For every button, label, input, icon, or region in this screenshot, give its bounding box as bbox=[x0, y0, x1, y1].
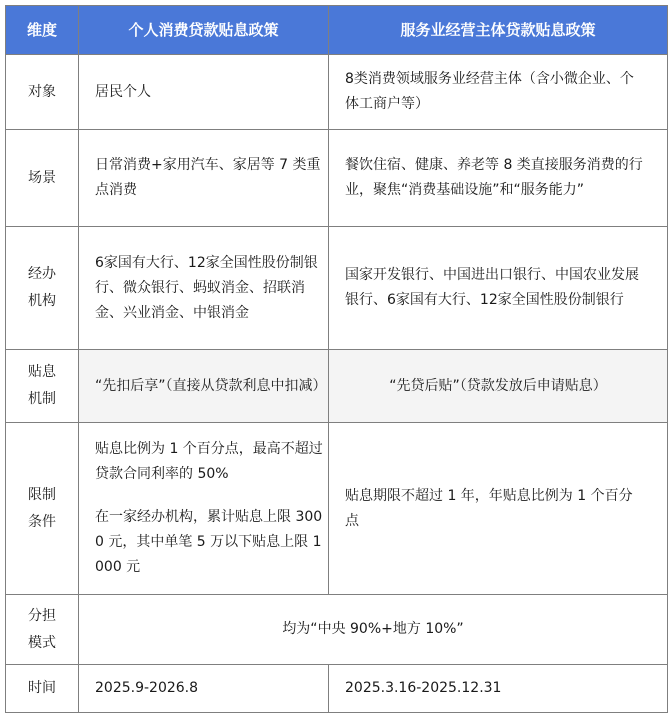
cell-text: 贴息期限不超过 1 年，年贴息比例为 1 个百分点 bbox=[345, 487, 633, 529]
dimension-line: 模式 bbox=[28, 634, 56, 651]
cell-text: 居民个人 bbox=[95, 83, 151, 100]
dimension-line: 经办 bbox=[28, 266, 56, 282]
dimension-cell bbox=[6, 350, 79, 423]
business-cell bbox=[329, 55, 668, 130]
business-cell bbox=[329, 423, 668, 595]
business-cell bbox=[329, 227, 668, 350]
paragraph-spacer bbox=[95, 487, 320, 505]
personal-cell bbox=[79, 55, 329, 130]
cell-text: 日常消费+家用汽车、家居等 7 类重点消费 bbox=[95, 157, 321, 198]
table-row-sharing bbox=[6, 595, 668, 665]
dimension-line: 机制 bbox=[28, 391, 56, 407]
dimension-cell bbox=[6, 423, 79, 595]
personal-cell: 2025.9-2026.8 bbox=[79, 665, 329, 713]
cell-text: “先贷后贴”（贷款发放后申请贴息） bbox=[389, 377, 607, 394]
business-cell: 2025.3.16-2025.12.31 bbox=[329, 665, 668, 713]
dimension-line: 分担 bbox=[28, 607, 56, 624]
dimension-line: 贴息 bbox=[28, 364, 56, 380]
dimension-cell bbox=[6, 595, 79, 665]
header-business-policy: 服务业经营主体贷款贴息政策 bbox=[329, 6, 668, 55]
table-row-target bbox=[6, 55, 668, 130]
dimension-cell: 时间 bbox=[6, 665, 79, 713]
table-row-mechanism bbox=[6, 350, 668, 423]
personal-cell bbox=[79, 423, 329, 595]
dimension-line: 条件 bbox=[28, 513, 56, 530]
dimension-cell: 场景 bbox=[6, 130, 79, 227]
header-personal-policy: 个人消费贷款贴息政策 bbox=[79, 6, 329, 55]
cell-text: 国家开发银行、中国进出口银行、中国农业发展银行、6家国有大行、12家全国性股份制银行 bbox=[345, 267, 639, 308]
policy-comparison-table bbox=[5, 5, 668, 713]
header-dimension: 维度 bbox=[6, 6, 79, 55]
cell-text: 餐饮住宿、健康、养老等 8 类直接服务消费的行业，聚焦“消费基础设施”和“服务能力” bbox=[345, 157, 643, 198]
table-row-period bbox=[6, 665, 668, 713]
personal-cell bbox=[79, 350, 329, 423]
personal-cell bbox=[79, 130, 329, 227]
business-cell bbox=[329, 130, 668, 227]
dimension-cell bbox=[6, 227, 79, 350]
header-row bbox=[6, 6, 668, 55]
cell-text: 8类消费领域服务业经营主体（含小微企业、个体工商户等） bbox=[345, 71, 634, 112]
table-row-institutions bbox=[6, 227, 668, 350]
cell-paragraph-1: 贴息比例为 1 个百分点，最高不超过贷款合同利率的 50% bbox=[95, 441, 323, 482]
dimension-line: 限制 bbox=[28, 486, 56, 503]
dimension-line: 机构 bbox=[28, 293, 56, 309]
merged-cell: 均为“中央 90%+地方 10%” bbox=[79, 595, 668, 665]
business-cell bbox=[329, 350, 668, 423]
cell-text: 6家国有大行、12家全国性股份制银行、微众银行、蚂蚁消金、招联消金、兴业消金、中银消金 bbox=[95, 254, 318, 321]
cell-text: “先扣后享”（直接从贷款利息中扣减） bbox=[95, 377, 327, 394]
table-row-limits bbox=[6, 423, 668, 595]
dimension-cell: 对象 bbox=[6, 55, 79, 130]
table-row-scenario bbox=[6, 130, 668, 227]
cell-paragraph-2: 在一家经办机构，累计贴息上限 3000 元，其中单笔 5 万以下贴息上限 1000 元 bbox=[95, 509, 323, 575]
personal-cell bbox=[79, 227, 329, 350]
